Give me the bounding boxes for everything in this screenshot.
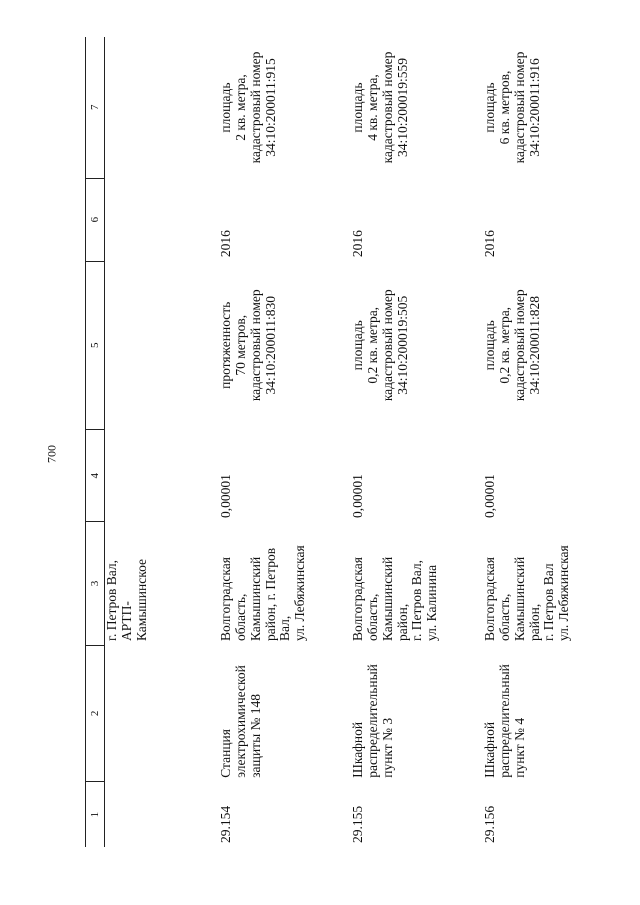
text-line: Вал,: [277, 615, 293, 642]
name-cell: [473, 645, 605, 782]
value-cell: 0,00001: [218, 474, 233, 518]
text-line: электрохимической: [232, 665, 248, 778]
text-line: 2 кв. метра,: [232, 74, 248, 141]
column-header: 5: [86, 261, 105, 429]
text-line: г. Петров Вал,: [409, 559, 425, 642]
text-line: пункт № 3: [379, 717, 395, 778]
characteristics-cell: [209, 261, 341, 429]
location-cell: [209, 522, 341, 645]
text-line: пункт № 4: [511, 717, 527, 778]
text-line: площадь: [350, 320, 365, 371]
text-line: площадь: [482, 82, 497, 133]
text-line: область,: [364, 593, 380, 642]
characteristics-cell: [341, 261, 473, 429]
table-row: [473, 37, 605, 847]
text-line: 34:10:200011:916: [526, 58, 542, 157]
column-header: 4: [86, 429, 105, 522]
header-row: [86, 37, 105, 847]
text-line: 70 метров,: [232, 314, 248, 376]
text-line: Камышинский: [379, 556, 395, 642]
text-line: 34:10:200019:505: [394, 295, 410, 395]
name-cell: [209, 645, 341, 782]
year-cell: 2016: [482, 230, 497, 258]
location-cell: [105, 522, 210, 645]
text-line: кадастровый номер: [247, 289, 263, 402]
text-line: Камышинский: [511, 556, 527, 642]
text-line: область,: [232, 593, 248, 642]
name-cell: [341, 645, 473, 782]
land-cell: [209, 37, 341, 178]
value-cell: 0,00001: [350, 474, 365, 518]
text-line: кадастровый номер: [511, 51, 527, 164]
land-cell: [473, 37, 605, 178]
text-line: Волгоградская: [482, 557, 497, 642]
page-number: 700: [44, 445, 59, 463]
text-line: распределительный: [364, 664, 380, 778]
text-line: ул. Калинина: [424, 564, 440, 642]
table-row: [341, 37, 473, 847]
text-line: Волгоградская: [350, 557, 365, 642]
text-line: кадастровый номер: [247, 51, 263, 164]
text-line: область,: [496, 593, 512, 642]
text-line: 34:10:200011:830: [262, 296, 278, 395]
column-header: 3: [86, 522, 105, 645]
text-line: 34:10:200011:915: [262, 58, 278, 157]
text-line: 6 кв. метров,: [496, 70, 512, 145]
text-line: Камышинский: [247, 556, 263, 642]
text-line: Камышинское: [133, 558, 149, 642]
rotated-table-container: [85, 37, 605, 847]
characteristics-cell: [473, 261, 605, 429]
text-line: 34:10:200011:828: [526, 296, 542, 395]
text-line: Шкафной: [350, 721, 365, 778]
text-line: кадастровый номер: [379, 289, 395, 402]
year-cell: 2016: [350, 230, 365, 258]
text-line: площадь: [218, 82, 233, 133]
text-line: район,: [394, 603, 410, 642]
column-header: 6: [86, 178, 105, 261]
text-line: распределительный: [496, 664, 512, 778]
property-table: [85, 37, 605, 847]
text-line: защиты № 148: [247, 693, 263, 778]
text-line: район, г. Петров: [262, 547, 278, 642]
text-line: район,: [526, 603, 542, 642]
column-header: 7: [86, 37, 105, 178]
location-cell: [473, 522, 605, 645]
text-line: ул. Лебяжинская: [556, 545, 572, 642]
land-cell: [341, 37, 473, 178]
text-line: 34:10:200019:559: [394, 58, 410, 158]
text-line: 0,2 кв. метра,: [496, 306, 512, 384]
row-number: 29.154: [218, 805, 233, 843]
text-line: АРТП-: [118, 601, 134, 642]
text-line: Шкафной: [482, 721, 497, 778]
column-header: 2: [86, 645, 105, 782]
text-line: ул. Лебяжинская: [292, 545, 308, 642]
table-row: [209, 37, 341, 847]
value-cell: 0,00001: [482, 474, 497, 518]
text-line: протяженность: [218, 301, 233, 389]
column-header: 1: [86, 782, 105, 847]
text-line: г. Петров Вал,: [104, 559, 119, 642]
text-line: 0,2 кв. метра,: [364, 306, 380, 384]
text-line: кадастровый номер: [379, 51, 395, 164]
text-line: Волгоградская: [218, 557, 233, 642]
text-line: кадастровый номер: [511, 289, 527, 402]
row-number: 29.156: [482, 805, 497, 843]
continuation-row: [105, 37, 210, 847]
text-line: площадь: [350, 82, 365, 133]
location-cell: [341, 522, 473, 645]
text-line: г. Петров Вал: [541, 563, 557, 642]
row-number: 29.155: [350, 805, 365, 843]
text-line: 4 кв. метра,: [364, 74, 380, 141]
text-line: площадь: [482, 320, 497, 371]
text-line: Станция: [218, 729, 233, 778]
year-cell: 2016: [218, 230, 233, 258]
